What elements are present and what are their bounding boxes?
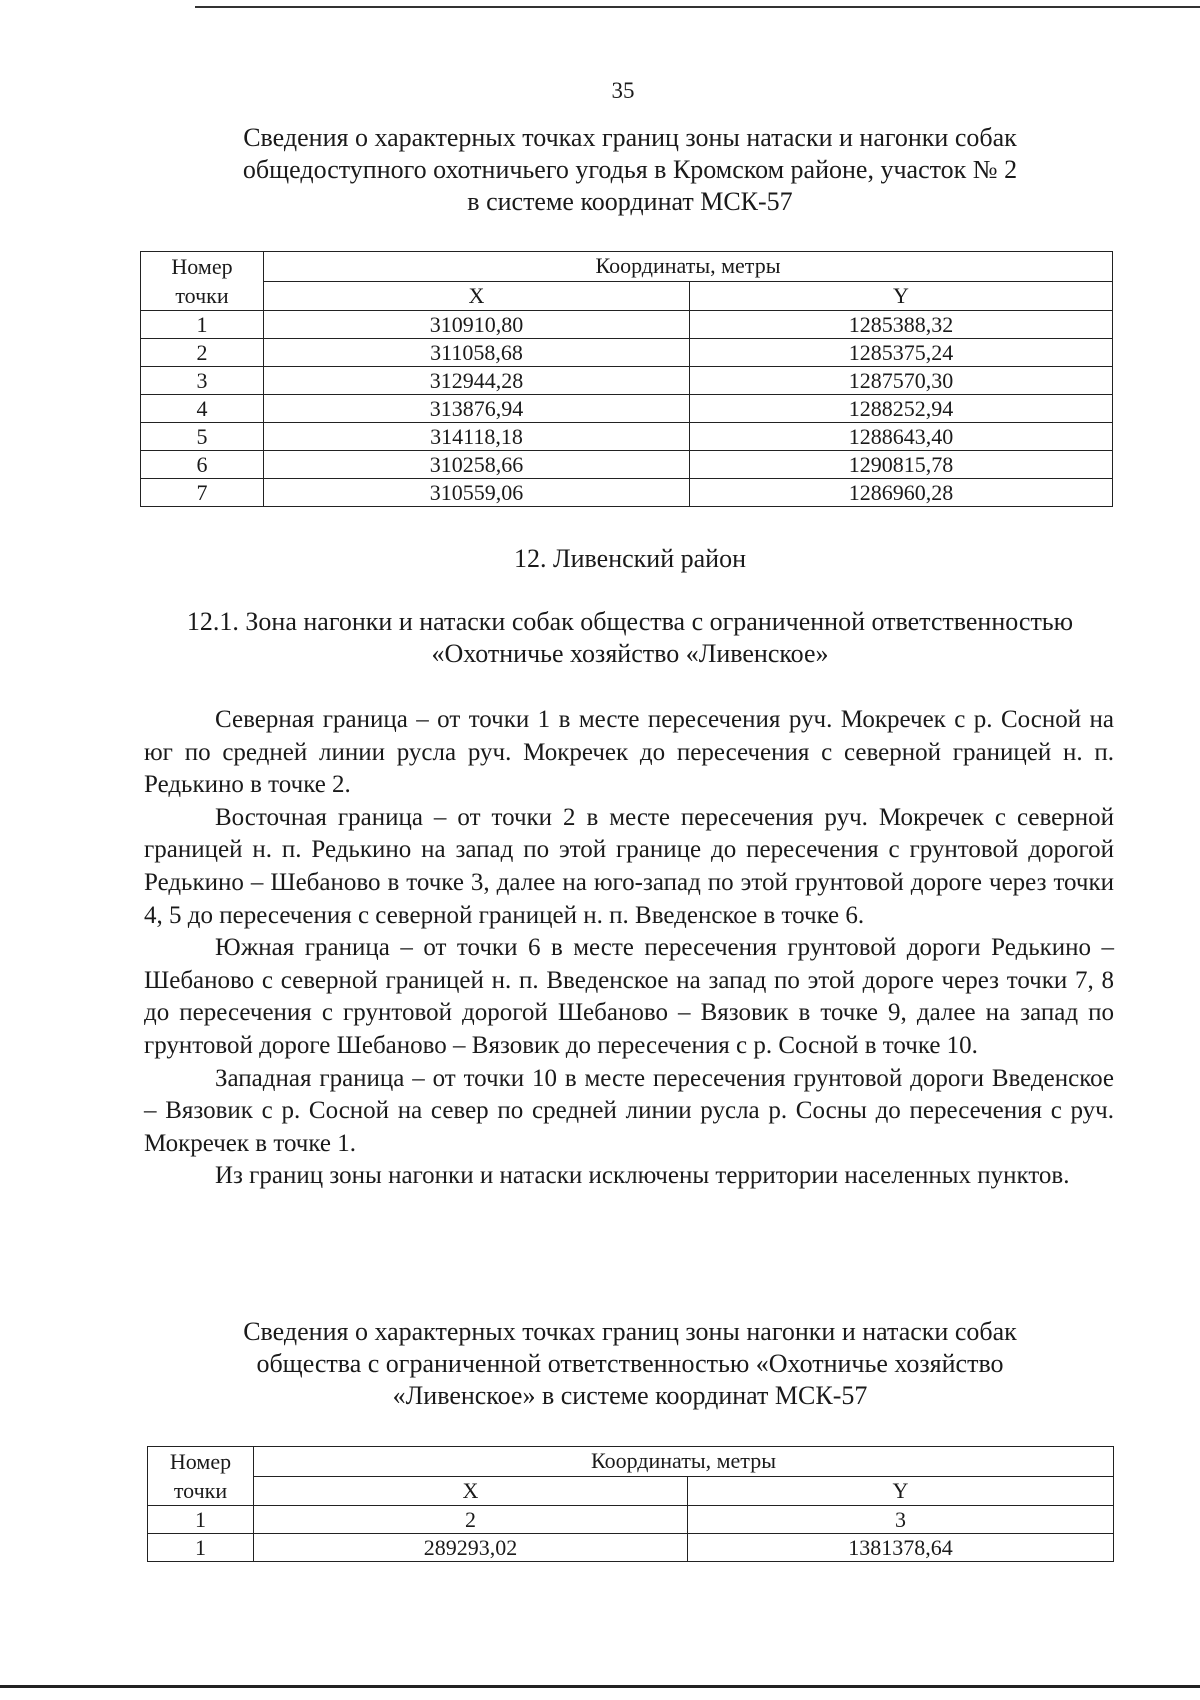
cell-y: 1285388,32 [690,311,1113,339]
paragraph-south-boundary: Южная граница – от точки 6 в месте пересечения грунтовой дороги Редькино – Шебаново с северной границей н. п. Введенское на запад по этой дороге через точки 7, 8 до пересечения с грунтовой дорогой Шебаново – Вязовик в точке 9, далее на запад по грунтовой дороге Шебаново – Вязовик до пересечения с р. Сосной в точке 10. [144,934,1114,1059]
cell-y: 1288252,94 [690,395,1113,423]
table-row [141,451,1113,479]
district-heading: 12. Ливенский район [514,544,746,573]
table-row [141,311,1113,339]
zone-heading [140,606,1120,670]
table-row [141,395,1113,423]
section2-title [140,1316,1120,1412]
cell-y: 1285375,24 [690,339,1113,367]
section2-title-line: «Ливенское» в системе координат МСК-57 [392,1381,868,1410]
header-coordinates: Координаты, метры [264,252,1113,282]
header-point-line: точки [173,1478,228,1503]
header-point-number [148,1447,254,1506]
cell-x: 310258,66 [264,451,690,479]
cell-point: 5 [141,423,264,451]
bottom-border-line [0,1685,1200,1688]
paragraph-west-boundary: Западная граница – от точки 10 в месте пересечения грунтовой дороги Введенское – Вязовик с р. Сосной на север по средней линии русла р. Сосны до пересечения с руч. Мокречек в точке 1. [144,1064,1114,1157]
header-point-number [141,252,264,311]
table-row [141,367,1113,395]
cell-y: 1290815,78 [690,451,1113,479]
cell-point: 2 [141,339,264,367]
table-row [148,1534,1114,1562]
cell-x: 312944,28 [264,367,690,395]
cell-x: 289293,02 [254,1534,688,1562]
section2-title-line: Сведения о характерных точках границ зоны нагонки и натаски собак [243,1317,1017,1346]
cell-point: 7 [141,479,264,507]
top-border-line [195,6,1200,8]
header-x: X [254,1476,688,1506]
cell-x: 311058,68 [264,339,690,367]
column-number: 2 [254,1506,688,1534]
cell-x: 314118,18 [264,423,690,451]
paragraph-north-boundary: Северная граница – от точки 1 в месте пересечения руч. Мокречек с р. Сосной на юг по средней линии русла руч. Мокречек до пересечения с северной границей н. п. Редькино в точке 2. [144,706,1114,799]
paragraph-exclusions: Из границ зоны нагонки и натаски исключены территории населенных пунктов. [215,1162,1070,1190]
column-number-row [148,1506,1114,1534]
cell-y: 1286960,28 [690,479,1113,507]
column-number: 1 [148,1506,254,1534]
section2-title-line: общества с ограниченной ответственностью «Охотничье хозяйство [256,1349,1004,1378]
cell-point: 3 [141,367,264,395]
cell-x: 313876,94 [264,395,690,423]
section1-title-line: в системе координат МСК-57 [467,187,793,216]
boundary-description [144,704,1114,1193]
zone-heading-line: «Охотничье хозяйство «Ливенское» [431,639,829,668]
cell-point: 1 [141,311,264,339]
cell-y: 1287570,30 [690,367,1113,395]
cell-point: 4 [141,395,264,423]
cell-y: 1288643,40 [690,423,1113,451]
section1-title-line: Сведения о характерных точках границ зоны натаски и нагонки собак [243,123,1017,152]
column-number: 3 [688,1506,1114,1534]
header-point-line: Номер [171,254,233,279]
page-number: 35 [611,78,635,103]
section1-title [140,122,1120,218]
header-x: X [264,281,690,311]
zone-heading-line: 12.1. Зона нагонки и натаски собак общества с ограниченной ответственностью [186,607,1074,636]
header-point-line: точки [175,283,229,308]
cell-point: 1 [148,1534,254,1562]
section1-title-line: общедоступного охотничьего угодья в Кромском районе, участок № 2 [242,155,1018,184]
cell-x: 310910,80 [264,311,690,339]
header-point-line: Номер [169,1449,232,1474]
cell-point: 6 [141,451,264,479]
table-row [141,339,1113,367]
table-row [141,423,1113,451]
coordinates-table-livenskoe [147,1446,1114,1562]
header-y: Y [688,1476,1114,1506]
header-coordinates: Координаты, метры [254,1447,1114,1477]
cell-x: 310559,06 [264,479,690,507]
paragraph-east-boundary: Восточная граница – от точки 2 в месте пересечения руч. Мокречек с северной границей н. п. Редькино на запад по этой границе до пересечения с грунтовой дорогой Редькино – Шебаново в точке 3, далее на юго-запад по этой грунтовой дороге через точки 4, 5 до пересечения с северной границей н. п. Введенское в точке 6. [144,803,1114,929]
cell-y: 1381378,64 [688,1534,1114,1562]
coordinates-table-kromskoy [140,251,1113,507]
table-row [141,479,1113,507]
header-y: Y [690,281,1113,311]
